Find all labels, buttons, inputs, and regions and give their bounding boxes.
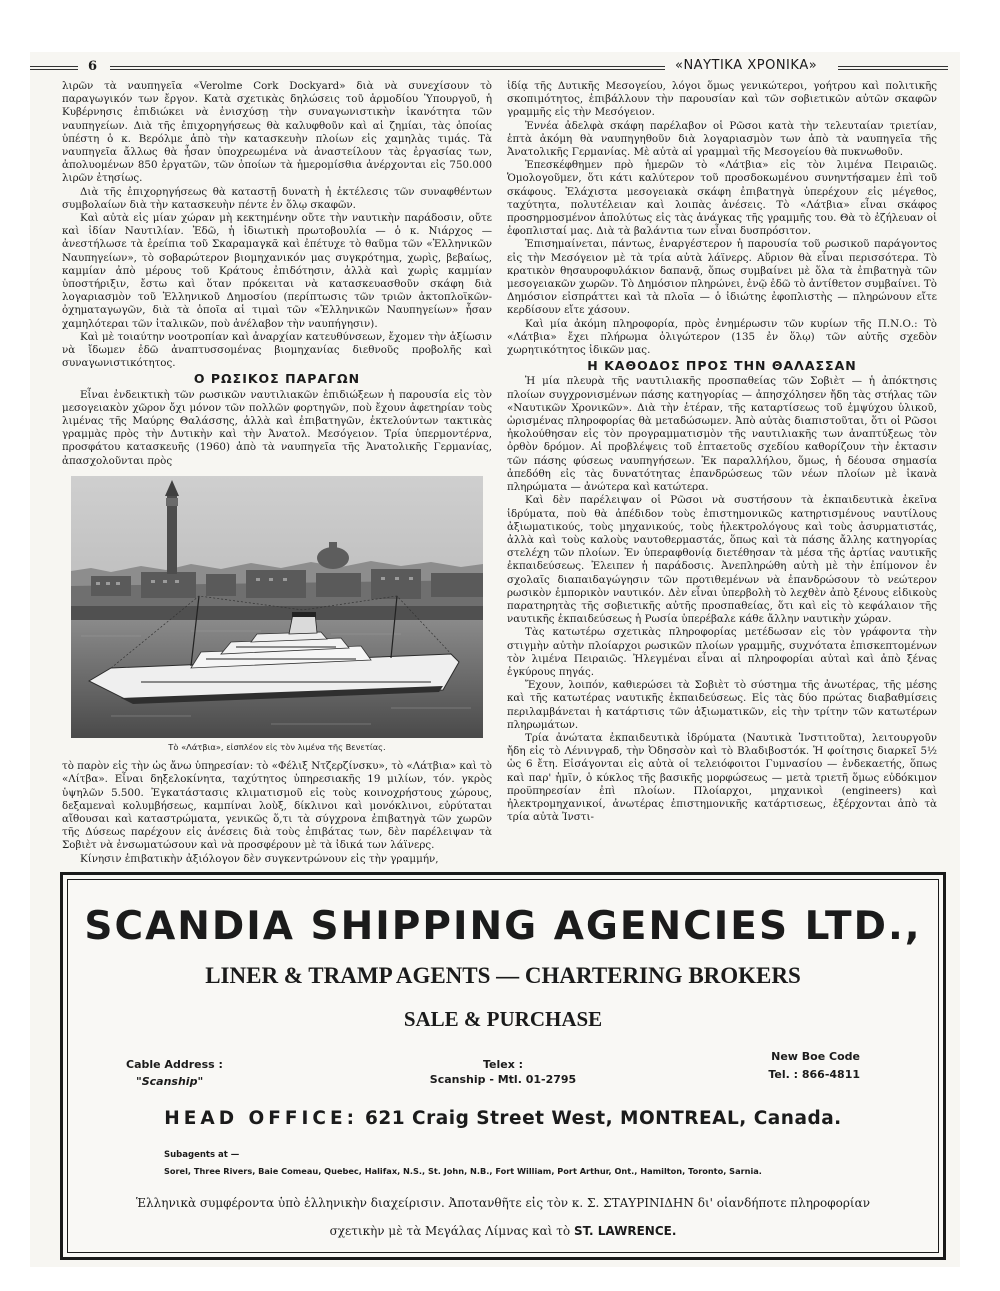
paragraph: Καὶ δὲν παρέλειψαν οἱ Ρῶσοι νὰ συστήσουν τὰ ἐκπαιδευτικὰ ἐκεῖνα ἱδρύματα, ποὺ θὰ ἀπέδιδον τοὺς ἐπιστημονικῶς κατηρτισμένους ναυτίλους ἀξιωματικούς, τοὺς μηχανικούς, τοὺς ἠλεκτρολόγους καὶ τοὺς ἀσυρματιστάς, ἀλλὰ καὶ τοὺς καλοὺς ναυτοθερμαστάς, ὅπως καὶ τὰ πάσης ἄλλης κατηγορίας στελέχη τῶν πλοίων. Ἐν ὑπεραφθονίᾳ διετέθησαν τὰ μέσα τῆς ἀρτίας ναυτικῆς ἐκπαιδεύσεως. Ἐλειπεν ἡ παράδοσις. Ἀνεπληρώθη αὐτὴ μὲ τὴν ἐπίμονον ἐν σχολαῖς διαπαιδαγώγησιν τῶν προτιθεμένων νὰ ἐπανδρώσουν τὸ νεώτερον ρωσικὸν ἐμπορικὸν ναυτικόν. Δὲν εἶναι ὑπερβολὴ τὸ λεχθὲν ἀπὸ ξένους εἰδικοὺς παρατηρητὰς τῆς σοβιετικῆς αὐτῆς προσπαθείας, ὅτι καὶ εἰς τὸ κεφάλαιον τῆς ναυτικῆς ἐκπαιδεύσεως ἡ Ρωσία ὑπερέβαλε κάθε ἄλλην ναυτικὴν χώραν.: [507, 494, 937, 626]
page-number: 6: [88, 59, 98, 74]
paragraph: λιρῶν τὰ ναυπηγεῖα «Verolme Cork Dockyard» διὰ νὰ συνεχίσουν τὸ παραγωγικόν των ἔργον. Κατὰ σχετικὰς δηλώσεις τοῦ ἁρμοδίου Ὑπουργοῦ, ἡ Κυβέρνησις ἐπιδιώκει νὰ ἐνισχύσῃ τὴν συναγωνιστικὴν ἱκανότητα τῶν ναυπηγείων. Διὰ τῆς ἐπιχορηγήσεως θὰ καλυφθοῦν καὶ αἱ ζημίαι, τὰς ὁποίας ὑπέστη ὁ κ. Βερόλμε ἀπὸ τὴν κατασκευὴν πλοίων εἰς χαμηλὰς τιμάς. Τὰ ναυπηγεῖα ἄλλως θὰ ἦσαν ὑποχρεωμένα νὰ ἀναστείλουν τὰς ἐργασίας των, ἀπολυομένων 850 ἐργατῶν, τῶν ὁποίων τὰ ἡμερομίσθια ἀνέρχονται εἰς 750.000 λιρῶν ἐτησίως.: [62, 80, 492, 185]
head-office-label: HEAD OFFICE:: [164, 1108, 359, 1129]
photo-caption: Τὸ «Λάτβια», εἰσπλέον εἰς τὸν λιμένα τῆς Βενετίας.: [168, 741, 386, 752]
paragraph: Ἐπεσκέφθημεν πρὸ ἡμερῶν τὸ «Λάτβια» εἰς τὸν λιμένα Πειραιῶς. Ὁμολογοῦμεν, ὅτι κάτι καλύτερον τοῦ προσδοκωμένου συνηντήσαμεν ἐπὶ τοῦ σκάφους. Ἐλάχιστα μεσογειακὰ σκάφη ἐπιβατηγὰ ὑπερέχουν εἰς μέγεθος, ταχύτητα, πολυτέλειαν καὶ λοιπὰς ἀνέσεις. Τὸ «Λάτβια» εἶναι σκάφος προσηρμοσμένον ἀπολύτως εἰς τὰς ἀνάγκας τῆς γραμμῆς του. Θὰ τὸ ἐζήλευαν οἱ ἐφοπλισταί μας. Διὰ τὰ βαλάντια των εἶναι δυσπρόσιτον.: [507, 159, 937, 238]
header-rule-left: [30, 66, 78, 70]
paragraph: Εἶναι ἐνδεικτικὴ τῶν ρωσικῶν ναυτιλιακῶν ἐπιδιώξεων ἡ παρουσία εἰς τὸν μεσογειακὸν χῶρον ὄχι μόνον τῶν πολλῶν φορτηγῶν, ποὺ ἔχουν ἀφετηρίαν τοὺς λιμένας τῆς Μαύρης Θαλάσσης, ἀλλὰ καὶ ἐπιβατηγῶν, ἐκτελούντων τακτικὰς γραμμὰς πρὸς τὴν Δυτικὴν καὶ τὴν Ἀνατολ. Μεσόγειον. Τρία ὑπερμοντέρνα, προσφάτου κατασκευῆς (1960) ἀπὸ τὰ ναυπηγεῖα τῆς Ἀνατολικῆς Γερμανίας, ἀπασχολοῦνται πρὸς: [62, 388, 492, 467]
running-title: «ΝΑΥΤΙΚΑ ΧΡΟΝΙΚΑ»: [675, 58, 818, 73]
cable-address-value: "Scanship": [136, 1075, 204, 1088]
paragraph: Ἐννέα ἀδελφὰ σκάφη παρέλαβον οἱ Ρῶσοι κατὰ τὴν τελευταίαν τριετίαν, ἑπτὰ ἀκόμη θὰ ναυπηγηθοῦν διὰ λογαριασμὸν των ἀπὸ τὰ ναυπηγεῖα τῆς Ἀνατολικῆς Γερμανίας. Μὲ αὐτὰ αἱ γραμμαὶ τῆς Μεσογείου θὰ πυκνωθοῦν.: [507, 119, 937, 159]
paragraph: Καὶ μὲ τοιαύτην νοοτροπίαν καὶ ἀναρχίαν κατευθύνσεων, ἔχομεν τὴν ἀξίωσιν νὰ ἴδωμεν ἐδῶ ἀναπτυσσομένας βιομηχανίας διεθνοῦς προβολῆς καὶ συναγωνιστικότητος.: [62, 330, 492, 370]
telex-value: Scanship - Mtl. 01-2795: [429, 1073, 577, 1086]
greek-contact-text: Ἑλληνικὰ συμφέροντα ὑπὸ ἑλληνικὴν διαχείρισιν. Ἀποτανθῆτε εἰς τὸν κ. Σ. ΣΤΑΥΡΙΝΙΔΗΝ δι' οἱανδήποτε πληροφορίαν: [135, 1196, 871, 1210]
cable-address-label: Cable Address :: [126, 1058, 223, 1071]
right-column: [507, 80, 937, 824]
header-rule-mid: [110, 66, 665, 70]
paragraph: Ἔχουν, λοιπόν, καθιερώσει τὰ Σοβιὲτ τὸ σύστημα τῆς ἀνωτέρας, τῆς μέσης καὶ τῆς κατωτέρας ναυτικῆς ἐκπαιδεύσεως. Εἰς τὰς δύο πρώτας διαβαθμίσεις περιλαμβάνεται ἡ κατάρτισις τῶν ἀξιωματικῶν, εἰς τὴν τρίτην τῶν κατωτέρων πληρωμάτων.: [507, 679, 937, 731]
paragraph: Ἐπισημαίνεται, πάντως, ἐναργέστερον ἡ παρουσία τοῦ ρωσικοῦ παράγοντος εἰς τὴν Μεσόγειον μὲ τὰ τρία αὐτὰ λάϊνερς. Αὔριον θὰ εἶναι περισσότερα. Τὸ κρατικὸν θησαυροφυλάκιον δαπανᾷ, ὅπως συμβαίνει μὲ ὅλα τὰ ἐπιβατηγὰ τῶν μεσογειακῶν χωρῶν. Τὸ Δημόσιον πληρώνει, ἐνῷ ἐδῶ τὸ ἀντίθετον συμβαίνει. Τὸ Δημόσιον εἰσπράττει καὶ τὰ πλοῖα — ὁ ἰδιώτης ἐφοπλιστὴς — πληρώνουν εἴτε κερδίσουν εἴτε χάσουν.: [507, 238, 937, 317]
scandia-advertisement: [60, 872, 946, 1260]
st-lawrence: ST. LAWRENCE.: [573, 1224, 677, 1238]
paragraph: Τὰς κατωτέρω σχετικὰς πληροφορίας μετέδωσαν εἰς τὸν γράφοντα τὴν στιγμὴν αὐτὴν πλοίαρχοι ρωσικῶν πλοίων γραμμῆς, συχνότατα ἐπισκεπτομένων τὸν λιμένα Πειραιῶς. Ἠλεγμέναι εἶναι αἱ πληροφορίαι αὐταὶ καὶ ἀπὸ ξένας ἐγκύρους πηγάς.: [507, 626, 937, 678]
advert-sale-purchase: SALE & PURCHASE: [403, 1007, 603, 1031]
left-column: [62, 80, 492, 866]
advert-inner-border: [67, 879, 939, 1253]
head-office: [68, 1108, 938, 1129]
latvia-ship-venice-image: [71, 476, 483, 738]
paragraph: Διὰ τῆς ἐπιχορηγήσεως θὰ καταστῇ δυνατὴ ἡ ἐκτέλεσις τῶν συναφθέντων συμβολαίων διὰ τὴν κατασκευὴν πέντε ἐν ὅλῳ σκαφῶν.: [62, 185, 492, 211]
advert-services: LINER & TRAMP AGENTS — CHARTERING BROKERS: [205, 963, 801, 988]
ship-photo: [71, 476, 483, 738]
greek-lakes-line: [68, 1224, 938, 1238]
paragraph: Τρία ἀνώτατα ἐκπαιδευτικὰ ἱδρύματα (Ναυτικὰ Ἰνστιτοῦτα), λειτουργοῦν ἤδη εἰς τὸ Λένινγραδ, τὴν Ὀδησσὸν καὶ τὸ Βλαδιβοστόκ. Ἡ φοίτησις διαρκεῖ 5½ ὡς 6 ἔτη. Εἰσάγονται εἰς αὐτὰ οἱ τελειόφοιτοι Γυμνασίου — ἐνδεκαετής, ὅπως καὶ παρ' ἡμῖν, ὁ κύκλος τῆς βασικῆς μορφώσεως — μετὰ τριετῆ ὅμως εὐδόκιμον προϋπηρεσίαν ἐπὶ πλοίων. Πλοίαρχοι, μηχανικοὶ (engineers) καὶ ἠλεκτρομηχανικοί, ἀνωτέρας ἐπιστημονικῆς κατάρτισεως, ἐξέρχονται ἀπὸ τὰ τρία αὐτὰ Ἰνστι-: [507, 731, 937, 824]
advert-company-name: SCANDIA SHIPPING AGENCIES LTD.,: [84, 904, 922, 949]
code-label: New Boe Code: [771, 1050, 860, 1063]
paragraph: τὸ παρὸν εἰς τὴν ὡς ἄνω ὑπηρεσίαν: τὸ «Φέλιξ Ντζερζίνσκυ», τὸ «Λάτβια» καὶ τὸ «Λίτβα». Εἶναι δηξελοκίνητα, ταχύτητος ὑπηρεσιακῆς 19 μιλίων, τόν. γκρὸς ὑψηλῶν 5.500. Ἐγκατάστασις κλιματισμοῦ εἰς τοὺς κοινοχρήστους χώρους, δεξαμεναὶ κολυμβήσεως, καμπίναι λοὺξ, δίκλινοι καὶ μονόκλινοι, εὐρύταται αἴθουσαι καὶ καταστρώματα, γενικῶς ὅ,τι τὰ σύγχρονα ἐπιβατηγὰ τῶν χωρῶν τῆς Δύσεως παρέχουν εἰς ἀνέσεις διὰ τοὺς ἐπιβάτας των, δὲν παρέλειψαν τὰ Σοβιὲτ νὰ ἐνσωματώσουν καὶ νὰ προσφέρουν μὲ τὰ ἰδικά των λάϊνερς.: [62, 760, 492, 852]
paragraph: Ἡ μία πλευρὰ τῆς ναυτιλιακῆς προσπαθείας τῶν Σοβιὲτ — ἡ ἀπόκτησις πλοίων συγχρονισμένων πάσης κατηγορίας — ἀπησχόλησεν ἤδη τὰς στήλας τῶν «Ναυτικῶν Χρονικῶν». Διὰ τὴν ἑτέραν, τῆς καταρτίσεως τοῦ ἐμψύχου ὑλικοῦ, ὡρισμένας πληροφορίας θὰ μεταδώσωμεν. Ἀπὸ αὐτὰς διαπιστοῦται, ὅτι οἱ Ρῶσοι ἠκολούθησαν εἰς τὸν προγραμματισμὸν τῆς ναυτιλιακῆς των ἀναπτύξεως τὸν ὀρθὸν δρόμον. Αἱ προβλέψεις τοῦ ἑπταετοῦς σχεδίου καθορίζουν τὴν ἐκτασιν τῶν πάσης φύσεως ναυπηγήσεων. Ἐκ παραλλήλου, ὅμως, ἡ δέουσα σημασία ἀπεδόθη εἰς τὰς δυνατότητας ἐπανδρώσεως τῶν νέων πλοίων μὲ ἱκανὰ πληρώματα — ἀνώτερα καὶ κατώτερα.: [507, 375, 937, 494]
paragraph: Καὶ αὐτὰ εἰς μίαν χώραν μὴ κεκτημένην οὔτε τὴν ναυτικὴν παράδοσιν, οὔτε καὶ ἰδίαν Ναυτιλίαν. Ἐδῶ, ἡ ἰδιωτικὴ πρωτοβουλία — ὁ κ. Νιάρχος — ἀνεστήλωσε τὰ ἐρείπια τοῦ Σκαραμαγκᾶ καὶ ἐπέτυχε τὸ θαῦμα τῶν «Ἑλληνικῶν Ναυπηγείων», τὸ σοβαρώτερον βιομηχανικόν μας συγκρότημα, χωρὶς, βεβαίως, καμμίαν ἀπὸ μέρους τοῦ Κράτους ἐπιδότησιν, ἀλλὰ καὶ χωρὶς καμμίαν ὑποστήριξιν, ἔστω καὶ ὅταν πρόκειται νὰ κατασκευασθοῦν σκάφη διὰ λογαριασμὸν τοῦ Ἑλληνικοῦ Δημοσίου (περίπτωσις τῶν τριῶν ἀκτοπλοϊκῶν-ὀχηματαγωγῶν, διὰ τὰ ὁποῖα αἱ τιμαὶ τῶν «Ἑλληνικῶν Ναυπηγείων» ἦσαν χαμηλότεραι τῶν ἰταλικῶν, ποὺ ἀνέλαβον τὴν ναυπήγησιν).: [62, 212, 492, 330]
paragraph: Καὶ μία ἀκόμη πληροφορία, πρὸς ἐνημέρωσιν τῶν κυρίων τῆς Π.Ν.Ο.: Τὸ «Λάτβια» ἔχει πλήρωμα ὀλιγώτερον (135 ἐν ὅλῳ) τῶν αὐτῆς σχεδὸν χωρητικότητος ἰδικῶν μας.: [507, 317, 937, 357]
paragraph: ἰδίᾳ τῆς Δυτικῆς Μεσογείου, λόγοι ὅμως γενικώτεροι, γοήτρου καὶ πολιτικῆς σκοπιμότητος, ἐπιβάλλουν τὴν παρουσίαν καὶ τῶν σοβιετικῶν αὐτῶν σκαφῶν γραμμῆς εἰς τὴν Μεσόγειον.: [507, 80, 937, 119]
newspaper-page: [30, 52, 960, 1267]
section-heading-descent-to-sea: Η ΚΑΘΟΔΟΣ ΠΡΟΣ ΤΗΝ ΘΑΛΑΣΣΑΝ: [587, 358, 857, 374]
subagents-label: Subagents at —: [164, 1150, 240, 1160]
telex-label: Telex :: [482, 1058, 524, 1071]
subagents-list: Sorel, Three Rivers, Baie Comeau, Quebec, Halifax, N.S., St. John, N.B., Fort William, Port Arthur, Ont., Hamilton, Toronto, Sarnia.: [164, 1166, 762, 1176]
section-heading-russian-factor: Ο ΡΩΣΙΚΟΣ ΠΑΡΑΓΩΝ: [193, 371, 361, 387]
greek-lakes-text: σχετικὴν μὲ τὰ Μεγάλας Λίμνας καὶ τὸ: [329, 1224, 571, 1238]
telephone: Tel. : 866-4811: [768, 1068, 860, 1081]
paragraph: Κίνησιν ἐπιβατικὴν ἀξιόλογον δὲν συγκεντρώνουν εἰς τὴν γραμμήν,: [80, 852, 439, 865]
greek-contact-line: [68, 1196, 938, 1210]
header-rule-right: [838, 66, 948, 70]
head-office-address: 621 Craig Street West, MONTREAL, Canada.: [364, 1108, 842, 1129]
